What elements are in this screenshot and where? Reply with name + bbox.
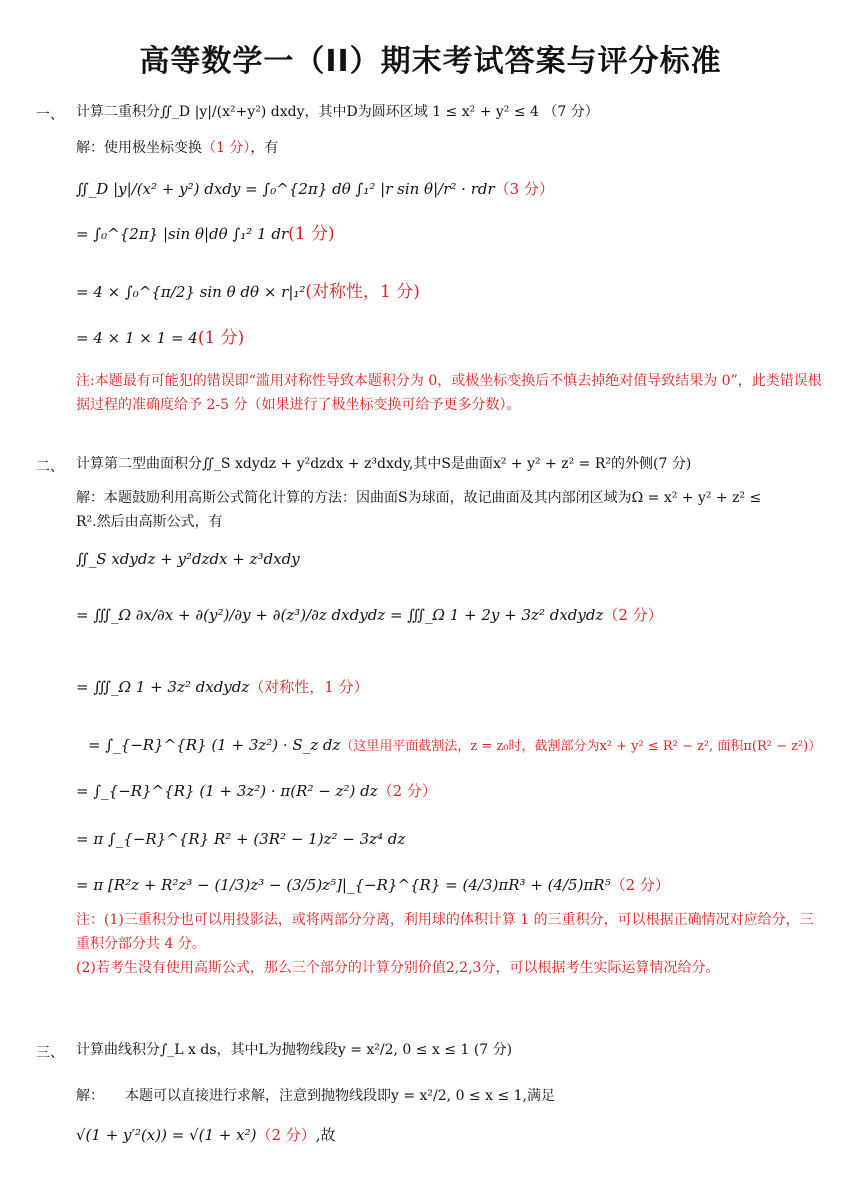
q2-step3-expr: = ∭_Ω 1 + 3z² dxdydz <box>76 678 250 696</box>
q3-step1-expr: √(1 + y′²(x)) = √(1 + x²) <box>76 1126 257 1144</box>
q2-step2-score: （2 分） <box>603 606 663 624</box>
q2-step7-expr: = π [R²z + R²z³ − (1/3)z³ − (3/5)z⁵]|_{−R}^{R} = (4/3)πR³ + (4/5)πR⁵ <box>76 876 611 894</box>
q1-step4-score: (1 分) <box>197 328 245 348</box>
q2-number: 二、 <box>36 459 64 475</box>
q2-step2-expr: = ∭_Ω ∂x/∂x + ∂(y²)/∂y + ∂(z³)/∂z dxdydz = ∭_Ω 1 + 2y + 3z² dxdydz <box>76 606 604 624</box>
q1-step2-expr: = ∫₀^{2π} |sin θ|dθ ∫₁² 1 dr <box>76 225 289 243</box>
q1-sol-intro-score: （1 分） <box>202 140 251 156</box>
q1-step1-score: （3 分） <box>494 180 554 198</box>
q2-solution-line1: 解：本题鼓励利用高斯公式简化计算的方法：因曲面S为球面，故记曲面及其内部闭区域为Ω = x² + y² + z² ≤ <box>76 490 762 506</box>
page-title: 高等数学一（II）期末考试答案与评分标准 <box>139 44 722 79</box>
q3-prompt: 计算曲线积分∫_L x ds，其中L为抛物线段y = x²/2, 0 ≤ x ≤ 1 (7 分) <box>76 1042 513 1058</box>
q3-step1-score: （2 分） <box>256 1126 316 1144</box>
q1-step3-expr: = 4 × ∫₀^{π/2} sin θ dθ × r|₁² <box>76 283 306 301</box>
q1-step4-expr: = 4 × 1 × 1 = 4 <box>76 329 198 347</box>
q3-number: 三、 <box>36 1045 64 1061</box>
q2-step6: = π ∫_{−R}^{R} R² + (3R² − 1)z² − 3z⁴ dz <box>76 830 406 848</box>
q1-solution-intro <box>76 140 278 157</box>
q3-solution-intro: 解： 本题可以直接进行求解，注意到抛物线段即y = x²/2, 0 ≤ x ≤ 1,满足 <box>76 1088 555 1104</box>
q2-step4 <box>88 736 821 755</box>
q1-step2 <box>76 224 335 244</box>
q2-step5 <box>76 782 437 800</box>
q1-sol-intro-tail: ，有 <box>250 140 279 156</box>
q2-prompt: 计算第二型曲面积分∬_S xdydz + y²dzdx + z³dxdy,其中S是曲面x² + y² + z² = R²的外侧(7 分) <box>76 456 692 472</box>
q1-prompt: 计算二重积分∬_D |y|/(x²+y²) dxdy，其中D为圆环区域 1 ≤ x² + y² ≤ 4 （7 分） <box>76 104 599 120</box>
q2-step5-expr: = ∫_{−R}^{R} (1 + 3z²) · π(R² − z²) dz <box>76 782 378 800</box>
q1-step3 <box>76 282 420 302</box>
q1-step4 <box>76 328 244 348</box>
q1-step3-score: (对称性，1 分) <box>305 282 420 302</box>
q1-number: 一、 <box>36 107 64 123</box>
q1-step1-expr: ∬_D |y|/(x² + y²) dxdy = ∫₀^{2π} dθ ∫₁² |r sin θ|/r² · rdr <box>76 180 495 198</box>
q1-step2-score: (1 分) <box>288 224 335 244</box>
q2-step3 <box>76 678 369 696</box>
q3-step1-tail: ,故 <box>315 1126 336 1144</box>
q2-step1: ∬_S xdydz + y²dzdx + z³dxdy <box>76 550 300 568</box>
q2-step2 <box>76 606 663 624</box>
q2-step7 <box>76 876 670 894</box>
q1-step1 <box>76 180 554 198</box>
q2-step3-score: （对称性，1 分） <box>249 678 369 696</box>
q2-step7-score: （2 分） <box>610 876 670 894</box>
q2-solution-line2: R².然后由高斯公式，有 <box>76 514 223 530</box>
q2-step4-expr: = ∫_{−R}^{R} (1 + 3z²) · S_z dz <box>88 736 341 754</box>
q2-grading-note-1: 注：(1)三重积分也可以用投影法，或将两部分分离，利用球的体积计算 1 的三重积分，可以根据正确情况对应给分，三重积分部分共 4 分。 <box>76 912 814 952</box>
q3-step1 <box>76 1126 336 1144</box>
q1-sol-intro-text: 解：使用极坐标变换 <box>76 140 202 156</box>
q2-step4-score: （这里用平面截割法，z = z₀时，截割部分为x² + y² ≤ R² − z², 面积π(R² − z²)） <box>340 739 822 754</box>
q2-grading-note-2: (2)若考生没有使用高斯公式，那么三个部分的计算分别价值2,2,3分，可以根据考生实际运算情况给分。 <box>76 960 720 976</box>
q2-step5-score: （2 分） <box>377 782 437 800</box>
q1-grading-note: 注:本题最有可能犯的错误即“滥用对称性导致本题积分为 0，或极坐标变换后不慎去掉绝对值导致结果为 0”，此类错误根据过程的准确度给予 2-5 分（如果进行了极坐标变换可给予更多分数）。 <box>76 373 822 413</box>
